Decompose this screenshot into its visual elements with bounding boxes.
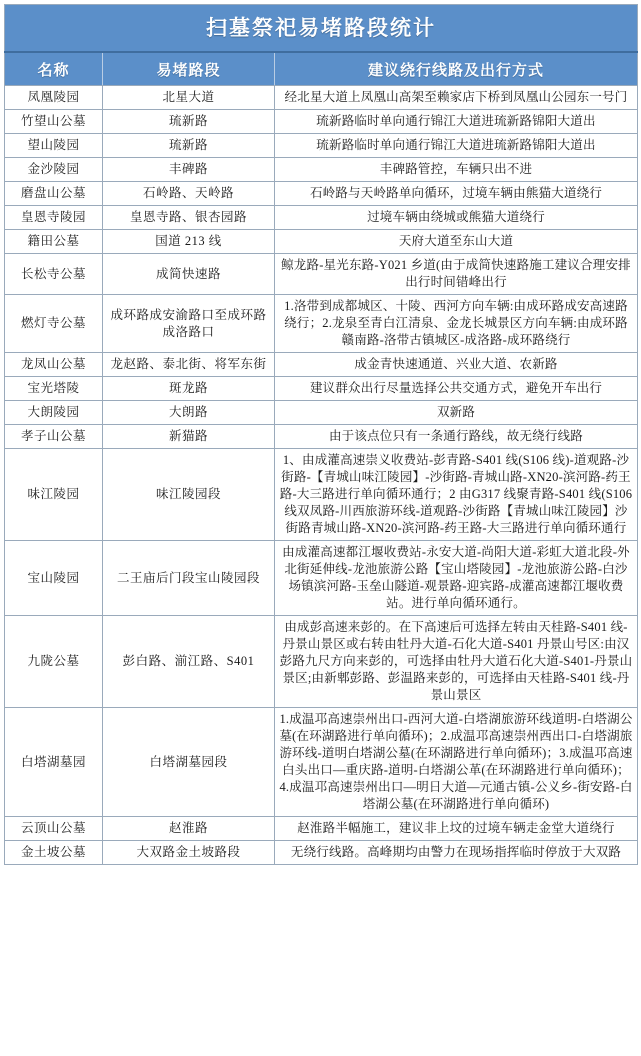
table-row xyxy=(5,230,638,254)
column-header-road: 易堵路段 xyxy=(103,52,275,86)
cell-road: 新猫路 xyxy=(103,425,275,449)
cell-route: 石岭路与天岭路单向循环，过境车辆由熊猫大道绕行 xyxy=(275,182,638,206)
cell-road: 北星大道 xyxy=(103,86,275,110)
cell-road: 二王庙后门段宝山陵园段 xyxy=(103,541,275,616)
table-row xyxy=(5,182,638,206)
cell-road: 大双路金土坡路段 xyxy=(103,841,275,865)
table-row xyxy=(5,206,638,230)
cell-route: 由成灌高速都江堰收费站-永安大道-尚阳大道-彩虹大道北段-外北街延伸线-龙池旅游公路【宝山塔陵园】-龙池旅游公路-白沙场镇滨河路-玉垒山隧道-观景路-迎宾路-成灌高速都江堰收费站。进行单向循环通行。 xyxy=(275,541,638,616)
table-row xyxy=(5,616,638,708)
table-row xyxy=(5,401,638,425)
column-header-route: 建议绕行线路及出行方式 xyxy=(275,52,638,86)
cell-road: 龙赵路、泰北街、将军东街 xyxy=(103,353,275,377)
cell-route: 1、由成灌高速崇义收费站-彭青路-S401 线(S106 线)-道观路-沙街路-【青城山味江陵园】-沙街路-青城山路-XN20-滨河路-药王路-大三路进行单向循环通行；2 由G317 线聚青路-S401 线(S106 线双凤路-川西旅游环线-道观路-沙街路【青城山味江陵园】沙街路青城山路-XN20-滨河路-药王路-大三路进行单向循环通行 xyxy=(275,449,638,541)
cell-route: 琉新路临时单向通行锦江大道进琉新路锦阳大道出 xyxy=(275,110,638,134)
cell-name: 大朗陵园 xyxy=(5,401,103,425)
cell-route: 由于该点位只有一条通行路线，故无绕行线路 xyxy=(275,425,638,449)
cell-road: 斑龙路 xyxy=(103,377,275,401)
table-row xyxy=(5,541,638,616)
cell-name: 孝子山公墓 xyxy=(5,425,103,449)
cell-name: 九陇公墓 xyxy=(5,616,103,708)
table-row xyxy=(5,449,638,541)
table-row xyxy=(5,158,638,182)
cell-route: 琉新路临时单向通行锦江大道进琉新路锦阳大道出 xyxy=(275,134,638,158)
column-header-name: 名称 xyxy=(5,52,103,86)
cell-name: 凤凰陵园 xyxy=(5,86,103,110)
cell-name: 籍田公墓 xyxy=(5,230,103,254)
cell-name: 龙凤山公墓 xyxy=(5,353,103,377)
table-row xyxy=(5,817,638,841)
cell-route: 天府大道至东山大道 xyxy=(275,230,638,254)
cell-route: 由成彭高速来彭的。在下高速后可选择左转由天桂路-S401 线-丹景山景区或右转由牡丹大道-石化大道-S401 丹景山号区:由汉彭路九尺方向来彭的，可选择由牡丹大道石化大道-S401-丹景山景区;由新郫彭路、彭温路来彭的，可选择由天桂路-S401 线-丹景山景区 xyxy=(275,616,638,708)
cell-route: 丰碑路管控，车辆只出不进 xyxy=(275,158,638,182)
cell-name: 燃灯寺公墓 xyxy=(5,295,103,353)
table-row xyxy=(5,110,638,134)
cell-road: 皇恩寺路、银杏园路 xyxy=(103,206,275,230)
table-row xyxy=(5,841,638,865)
column-header-row xyxy=(5,52,638,86)
cell-road: 丰碑路 xyxy=(103,158,275,182)
cell-route: 建议群众出行尽量选择公共交通方式，避免开车出行 xyxy=(275,377,638,401)
cell-road: 成环路成安渝路口至成环路成洛路口 xyxy=(103,295,275,353)
cell-road: 赵淮路 xyxy=(103,817,275,841)
cell-name: 宝山陵园 xyxy=(5,541,103,616)
cell-road: 彭白路、湔江路、S401 xyxy=(103,616,275,708)
cell-road: 大朗路 xyxy=(103,401,275,425)
cell-road: 琉新路 xyxy=(103,110,275,134)
cell-road: 石岭路、天岭路 xyxy=(103,182,275,206)
table-row xyxy=(5,708,638,817)
congestion-routes-table xyxy=(4,4,638,865)
cell-name: 望山陵园 xyxy=(5,134,103,158)
cell-route: 过境车辆由绕城或熊猫大道绕行 xyxy=(275,206,638,230)
cell-route: 无绕行线路。高峰期均由警力在现场指挥临时停放于大双路 xyxy=(275,841,638,865)
cell-road: 味江陵园段 xyxy=(103,449,275,541)
cell-name: 皇恩寺陵园 xyxy=(5,206,103,230)
document-title: 扫墓祭祀易堵路段统计 xyxy=(5,5,638,53)
cell-route: 双新路 xyxy=(275,401,638,425)
cell-name: 长松寺公墓 xyxy=(5,254,103,295)
cell-name: 竹望山公墓 xyxy=(5,110,103,134)
cell-name: 白塔湖墓园 xyxy=(5,708,103,817)
document-page xyxy=(0,4,641,1056)
cell-road: 白塔湖墓园段 xyxy=(103,708,275,817)
table-body xyxy=(5,86,638,865)
title-row xyxy=(5,5,638,53)
cell-road: 国道 213 线 xyxy=(103,230,275,254)
cell-name: 金土坡公墓 xyxy=(5,841,103,865)
table-row xyxy=(5,254,638,295)
table-row xyxy=(5,86,638,110)
cell-name: 金沙陵园 xyxy=(5,158,103,182)
cell-route: 1.洛带到成都城区、十陵、西河方向车辆:由成环路成安高速路绕行；2.龙泉至青白江清泉、金龙长城景区方向车辆:由成环路赣南路-洛带古镇城区-成洛路-成环路绕行 xyxy=(275,295,638,353)
cell-route: 成金青快速通道、兴业大道、农新路 xyxy=(275,353,638,377)
cell-route: 鲸龙路-星光东路-Y021 乡道(由于成简快速路施工建议合理安排出行时间错峰出行 xyxy=(275,254,638,295)
cell-route: 1.成温邛高速崇州出口-西河大道-白塔湖旅游环线道明-白塔湖公墓(在环湖路进行单向循环)；2.成温邛高速崇州西出口-白塔湖旅游环线-道明白塔湖公墓(在环湖路进行单向循环)；3.成温邛高速白头出口—重庆路-道明-白塔湖公革(在环湖路进行单向循环)；4.成温邛高速崇州出口—明日大道—元通古镇-公义乡-街安路-白塔湖公墓(在环湖路进行单向循环) xyxy=(275,708,638,817)
cell-name: 磨盘山公墓 xyxy=(5,182,103,206)
table-row xyxy=(5,377,638,401)
table-row xyxy=(5,295,638,353)
cell-road: 琉新路 xyxy=(103,134,275,158)
cell-route: 经北星大道上凤凰山高架至赖家店下桥到凤凰山公园东一号门 xyxy=(275,86,638,110)
cell-road: 成简快速路 xyxy=(103,254,275,295)
cell-name: 云顶山公墓 xyxy=(5,817,103,841)
cell-route: 赵淮路半幅施工，建议非上坟的过境车辆走金堂大道绕行 xyxy=(275,817,638,841)
table-header xyxy=(5,5,638,86)
table-row xyxy=(5,353,638,377)
cell-name: 宝光塔陵 xyxy=(5,377,103,401)
table-row xyxy=(5,134,638,158)
cell-name: 味江陵园 xyxy=(5,449,103,541)
table-row xyxy=(5,425,638,449)
